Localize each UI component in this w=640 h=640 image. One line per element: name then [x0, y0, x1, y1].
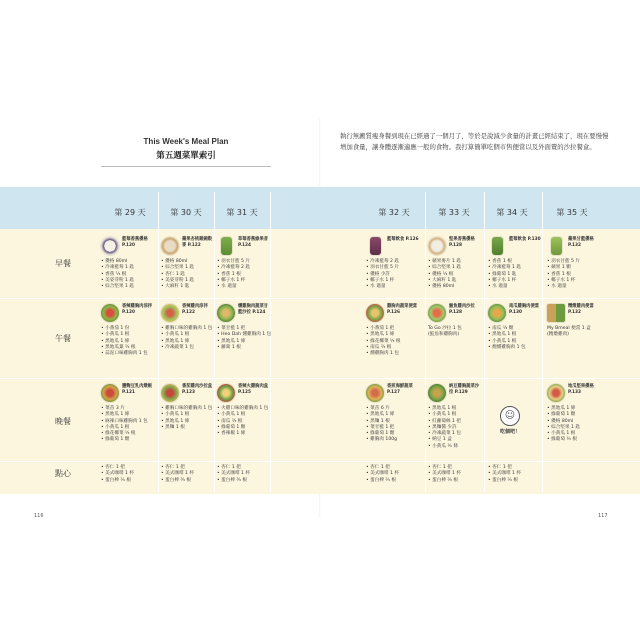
ingredient-list	[428, 406, 482, 450]
day-header: 第 31 天	[226, 208, 258, 217]
ingredient: • 香蕉 ⅓ 根	[101, 272, 155, 278]
ingredient: • 冷凍蔬菜 1 包	[161, 345, 215, 351]
ingredient: • 冷凍藍莓 2 匙	[366, 259, 420, 265]
meal-cell-lunch	[217, 304, 271, 351]
meal-cell-dinner	[101, 384, 155, 444]
row-divider	[0, 378, 640, 379]
day-header: 第 35 天	[556, 208, 588, 217]
dish-name: 香辣雞胸肉涼拌 P.120	[122, 304, 153, 315]
meal-label-snack: 點心	[55, 469, 71, 478]
ingredient: • 杏仁 1 把	[428, 465, 482, 471]
meal-cell-breakfast	[547, 237, 601, 290]
ingredient: • 綜合堅果 1 匙	[547, 425, 601, 431]
ingredient: • 綜合堅果 1 匙	[101, 284, 155, 290]
ingredient: • 黑地瓜葉 ⅔ 根	[101, 345, 155, 351]
ingredient: • 優格 80ml	[161, 259, 215, 265]
ingredient: • 紅蘿蔔絲 1 把	[428, 419, 482, 425]
ingredient: • 黑地瓜 1 條	[161, 419, 215, 425]
dish-photo	[547, 304, 565, 322]
ingredient-list	[101, 326, 155, 357]
ingredient: • 小黃瓜 1 根	[428, 412, 482, 418]
ingredient: • 冷凍藍莓 1 匙	[101, 265, 155, 271]
day-header: 第 33 天	[438, 208, 470, 217]
page-number-left: 116	[34, 513, 44, 519]
ingredient: • 綠葡萄 1 顆	[366, 431, 420, 437]
ingredient: • 小黃瓜 1 根	[488, 339, 542, 345]
ingredient: • 小黃瓜 1 根	[161, 412, 215, 418]
dish-photo	[161, 384, 179, 402]
ingredient-list	[547, 406, 601, 444]
dish-name: 藍莓飲食 P.126	[387, 237, 419, 242]
ingredient: • 羽衣甘藍 5 片	[217, 259, 271, 265]
page-title-block	[96, 137, 276, 167]
ingredient-list	[366, 406, 420, 444]
meal-label-dinner: 晚餐	[55, 417, 71, 426]
ingredient: • 綠葡萄 1 顆	[101, 437, 155, 443]
dish-name: 藍莓香蕉優格 P.120	[122, 237, 148, 248]
row-divider	[0, 461, 640, 462]
ingredient: • 黑地瓜 1 條	[217, 339, 271, 345]
ingredient: • 杏仁 1 把	[488, 465, 542, 471]
ingredient: • 黑地瓜 1 根	[428, 406, 482, 412]
ingredient: • 南瓜 ⅔ 根	[366, 345, 420, 351]
dish-name: 番茄雞肉沙拉盒 P.123	[182, 384, 213, 395]
page-number-right: 117	[598, 513, 608, 519]
dish-name: 香煎海鮮蔬菜 P.127	[387, 384, 413, 395]
ingredient: • 椰子水 1 杯	[488, 278, 542, 284]
meal-cell-lunch	[547, 304, 601, 339]
meal-cell-snack	[488, 465, 542, 484]
meal-cell-breakfast	[488, 237, 542, 290]
dish-header	[547, 384, 601, 402]
ingredient: • 黑地瓜 1 條	[366, 412, 420, 418]
ingredient: • 小黃瓜 1 根	[217, 412, 271, 418]
column-divider	[158, 192, 159, 492]
dish-header	[101, 384, 155, 402]
ingredient: • 麻辣口味雞胸肉 1 包	[101, 419, 155, 425]
dish-name: 燻雞胸肉蔬菜甘藍沙拉 P.124	[238, 304, 269, 315]
ingredient: • 杏仁 1 把	[217, 465, 271, 471]
dish-photo	[370, 237, 381, 255]
ingredient-list	[101, 406, 155, 444]
ingredient-list	[488, 259, 542, 290]
ingredient: • 菜甘藍 1 把	[366, 425, 420, 431]
ingredient: • 美式咖啡 1 杯	[366, 471, 420, 477]
dish-name: 藍莓飲食 P.130	[509, 237, 541, 242]
ingredient: • 美式咖啡 1 杯	[101, 471, 155, 477]
dish-header	[366, 304, 420, 322]
ingredient: • 小番茄 1 份	[101, 326, 155, 332]
ingredient-list	[161, 326, 215, 351]
ingredient-list	[161, 406, 215, 431]
ingredient: • 蛋白棒 ⅔ 根	[161, 478, 215, 484]
meal-cell-snack	[428, 465, 482, 484]
ingredient: • 冷凍藍莓 1 匙	[488, 265, 542, 271]
ingredient: • 蛋白棒 ⅔ 根	[101, 478, 155, 484]
dish-name: 納豆雞胸蔬菜沙拉 P.129	[449, 384, 480, 395]
ingredient-list	[161, 259, 215, 290]
ingredient: • 綠花椰菜 ⅓ 根	[366, 339, 420, 345]
ingredient: • 香辣椒 1 條	[217, 431, 271, 437]
ingredient: • 煙燻雞胸肉 1 包	[488, 345, 542, 351]
ingredient-list	[101, 465, 155, 484]
ingredient: • 小黃瓜 ⅓ 條	[428, 444, 482, 450]
meal-note: (精燉雞肉)	[547, 332, 569, 338]
ingredient: • 小黃瓜 1 根	[101, 425, 155, 431]
ingredient-list	[366, 259, 420, 290]
ingredient: • 美式咖啡 1 杯	[161, 471, 215, 477]
ingredient-list	[428, 465, 482, 484]
ingredient: • 蛋白棒 ⅔ 根	[366, 478, 420, 484]
dish-name: 堅果香蕉優格 P.128	[449, 237, 475, 248]
dish-photo	[428, 304, 446, 322]
ingredient: • 冷凍藍莓 2 匙	[217, 265, 271, 271]
dish-name: 雞胸肉蔬菜便當 P.126	[387, 304, 418, 315]
meal-cell-lunch	[161, 304, 215, 351]
dish-photo	[101, 384, 119, 402]
ingredient: • 綠葡萄 1 顆	[547, 412, 601, 418]
dish-header	[161, 304, 215, 322]
day-header: 第 30 天	[170, 208, 202, 217]
dish-header	[547, 237, 601, 255]
ingredient-list	[547, 259, 601, 290]
ingredient: • 綜合堅果 1 匙	[428, 265, 482, 271]
ingredient: • 椰子水 1 杯	[217, 278, 271, 284]
ingredient-list	[101, 259, 155, 290]
dish-photo	[488, 304, 506, 322]
ingredient: • 雞胸肉 100g	[366, 437, 420, 443]
ingredient: • 美姿芽粉 1 匙	[101, 278, 155, 284]
dish-header	[217, 384, 271, 402]
day-header: 第 32 天	[378, 208, 410, 217]
ingredient: • 優格 80ml	[428, 284, 482, 290]
dish-header	[217, 304, 271, 322]
ingredient-list	[488, 465, 542, 484]
ingredient: • 蒜泥口味雞胸肉 1 包	[101, 351, 155, 357]
meal-cell-breakfast	[366, 237, 420, 290]
ingredient-list	[428, 259, 482, 290]
meal-cell-lunch	[366, 304, 420, 357]
ingredient: • 火雞口味的雞胸肉 1 包	[217, 406, 271, 412]
ingredient: • 羽衣甘藍 5 片	[366, 265, 420, 271]
page-title-zh: 第五週菜單索引	[156, 151, 216, 161]
ingredient: • 水 適量	[488, 284, 542, 290]
meal-cell-lunch	[488, 304, 542, 351]
dish-photo	[428, 237, 446, 255]
ingredient: • 黑麵 1 根	[161, 425, 215, 431]
ingredient-list	[217, 465, 271, 484]
meal-cell-breakfast	[428, 237, 482, 290]
ingredient: • 蛋白棒 ⅔ 根	[488, 478, 542, 484]
ingredient-list	[488, 326, 542, 351]
ingredient: • 大麻籽 1 匙	[161, 284, 215, 290]
dish-header	[101, 304, 155, 322]
ingredient: • 美姿芽粉 1 匙	[161, 278, 215, 284]
ingredient: • 小黃瓜 1 根	[101, 332, 155, 338]
dish-name: 香辣雞肉涼拌 P.122	[182, 304, 208, 315]
dish-name: 鮪魚雞肉沙拉 P.128	[449, 304, 475, 315]
ingredient: • 杏仁 1 把	[366, 465, 420, 471]
ingredient: • 杏仁 1 把	[101, 465, 155, 471]
ingredient: • 蛋白棒 ⅔ 根	[217, 478, 271, 484]
dish-header	[428, 384, 482, 402]
ingredient: • 綠花椰菜 ⅓ 根	[101, 431, 155, 437]
dish-name: 鹽麴豆乳肉燉飯 P.121	[122, 384, 153, 395]
meal-cell-dinner	[161, 384, 215, 431]
meal-cell-dinner	[366, 384, 420, 444]
column-divider	[425, 192, 426, 492]
day-header: 第 29 天	[114, 208, 146, 217]
dish-photo	[217, 384, 235, 402]
dish-name: 草莓香蕉綠果昔 P.124	[238, 237, 269, 248]
dish-name: 蘋果杏桃雜錦穀麥 P.122	[182, 237, 213, 248]
ingredient: • 冷凍蔬菜 1 包	[428, 431, 482, 437]
meal-cell-snack	[101, 465, 155, 484]
meal-cell-dinner	[217, 384, 271, 437]
ingredient-list	[366, 465, 420, 484]
dish-header	[217, 237, 271, 255]
ingredient: • 美式咖啡 1 杯	[428, 471, 482, 477]
dish-header	[161, 237, 215, 255]
ingredient: • 黑麵 1 根	[366, 419, 420, 425]
meal-label-lunch: 午餐	[55, 334, 71, 343]
ingredient: • 雞胸口味的雞胸肉 1 包	[161, 406, 215, 412]
dish-photo	[161, 237, 179, 255]
ingredient: • 黑地瓜 1 根	[488, 332, 542, 338]
meal-cell-snack	[217, 465, 271, 484]
ingredient: • 菜苗 3 片	[101, 406, 155, 412]
ingredient-list	[161, 465, 215, 484]
dish-header	[428, 237, 482, 255]
ingredient-list	[217, 326, 271, 351]
dish-name: 地瓜堅果優格 P.133	[568, 384, 594, 395]
dish-header	[488, 237, 542, 255]
meal-cell-dinner	[547, 384, 601, 444]
dish-photo	[217, 304, 235, 322]
ingredient: • 蘿蔔 1 根	[217, 345, 271, 351]
meal-note: To Go 沙拉 1 包	[428, 326, 462, 331]
ingredient: • 黑麵醬 少許	[428, 425, 482, 431]
ingredient: • 優格 少許	[366, 272, 420, 278]
day-header: 第 34 天	[496, 208, 528, 217]
ingredient: • 美式咖啡 1 杯	[488, 471, 542, 477]
title-divider	[101, 166, 271, 167]
dish-name: 蘋果甘藍優格 P.132	[568, 237, 594, 248]
ingredient: • 納豆 1 盒	[428, 437, 482, 443]
ingredient: • 綠葡萄 1 匙	[488, 272, 542, 278]
dish-header	[161, 384, 215, 402]
dish-photo	[221, 237, 232, 255]
ingredient: • 蘋果麥片 1 匙	[428, 259, 482, 265]
dish-photo	[101, 237, 119, 255]
meal-cell-dinner	[428, 384, 482, 450]
meal-cell-lunch	[428, 304, 482, 339]
ingredient-list	[217, 259, 271, 290]
ingredient: • 菜甘藍 1 把	[217, 326, 271, 332]
row-divider	[0, 298, 640, 299]
dish-name: 香辣火雞胸肉盒 P.125	[238, 384, 269, 395]
dish-photo	[366, 304, 384, 322]
ingredient: • 羽衣甘藍 5 片	[547, 259, 601, 265]
ingredient: • 菜苗 6 片	[366, 406, 420, 412]
meal-note: (鮭魚和雞胸肉)	[428, 332, 460, 338]
ingredient-list	[217, 406, 271, 437]
ingredient: • 黑地瓜 1 條	[366, 332, 420, 338]
meal-table-body	[0, 229, 640, 494]
ingredient: • 優格 80ml	[101, 259, 155, 265]
ingredient: • 香蕉 1 根	[488, 259, 542, 265]
ingredient: • 優格 80ml	[547, 419, 601, 425]
dish-header	[428, 304, 482, 322]
dish-photo	[161, 304, 179, 322]
ingredient-list	[366, 326, 420, 357]
ingredient: • 杏仁 1 匙	[161, 272, 215, 278]
dish-header	[366, 384, 420, 402]
ingredient: • 杏仁 1 把	[161, 465, 215, 471]
ingredient: • 水 適量	[547, 284, 601, 290]
ingredient: • 黑地瓜 1 條	[547, 406, 601, 412]
dish-photo	[101, 304, 119, 322]
dish-name: 精燉雞肉便當 P.132	[568, 304, 594, 315]
ingredient: • 南瓜 ⅔ 根	[217, 419, 271, 425]
ingredient: • 燻雞胸肉 1 包	[366, 351, 420, 357]
dish-header	[488, 304, 542, 322]
ingredient: • 綠葡萄 1 顆	[217, 425, 271, 431]
ingredient: • 黑地瓜 1 條	[101, 412, 155, 418]
ingredient: • 小黃瓜 1 根	[161, 332, 215, 338]
ingredient: • 大麻籽 1 匙	[428, 278, 482, 284]
ingredient: • 小番茄 1 把	[366, 326, 420, 332]
intro-paragraph: 執行無澱質瘦身餐到現在已經過了一個月了，等於是說減少食量的計畫已經結束了，現在要慢慢增加食量，讓身體逐漸適應一般的食物。我打算簡單吃個市售便當以及外面賣的沙拉餐盒。	[340, 132, 609, 151]
meal-note: My Bmeal 便當 1 盒	[547, 326, 591, 331]
dish-photo	[551, 237, 562, 255]
dish-photo	[366, 384, 384, 402]
ingredient: • 美式咖啡 1 杯	[217, 471, 271, 477]
dish-photo	[428, 384, 446, 402]
dish-header	[101, 237, 155, 255]
column-divider	[542, 192, 543, 492]
meal-cell-snack	[366, 465, 420, 484]
page-title-en: This Week's Meal Plan	[143, 137, 229, 146]
dish-header	[547, 304, 601, 322]
meal-cell-snack	[161, 465, 215, 484]
ingredient: • 蘋果 1 顆	[547, 265, 601, 271]
column-divider	[484, 192, 485, 492]
ingredient: • 香蕉 1 根	[547, 272, 601, 278]
ingredient: • 香蕉 1 根	[217, 272, 271, 278]
dish-header	[366, 237, 420, 255]
ingredient: • 優格 ⅓ 根	[428, 272, 482, 278]
ingredient: • 南瓜 ⅔ 顆	[488, 326, 542, 332]
dish-photo	[547, 384, 565, 402]
ingredient: • 黑地瓜 1 條	[101, 339, 155, 345]
ingredient: • 綠葡萄 ⅓ 根	[547, 437, 601, 443]
dish-photo	[492, 237, 503, 255]
ingredient: • 水 適量	[217, 284, 271, 290]
meal-cell-breakfast	[101, 237, 155, 290]
meal-cell-breakfast	[217, 237, 271, 290]
meal-cell-breakfast	[161, 237, 215, 290]
ingredient: • 綜合堅果 1 匙	[161, 265, 215, 271]
ingredient: • 黑地瓜 1 條	[161, 339, 215, 345]
ingredient: • 雞胸口味的雞胸肉 1 包	[161, 326, 215, 332]
free-meal-label: 吃個吧！	[499, 429, 520, 435]
ingredient: • 椰子水 1 杯	[547, 278, 601, 284]
dish-name: 南瓜雞胸肉便當 P.130	[509, 304, 540, 315]
ingredient: • 水 適量	[366, 284, 420, 290]
meal-label-breakfast: 早餐	[55, 259, 71, 268]
ingredient: • 椰子水 1 杯	[366, 278, 420, 284]
ingredient: • Heo Dah 燻雞胸肉 1 包	[217, 332, 271, 338]
smiley-icon: ☺	[500, 406, 520, 426]
ingredient: • 蛋白棒 ⅔ 根	[428, 478, 482, 484]
meal-cell-lunch	[101, 304, 155, 357]
ingredient: • 小黃瓜 1 根	[547, 431, 601, 437]
